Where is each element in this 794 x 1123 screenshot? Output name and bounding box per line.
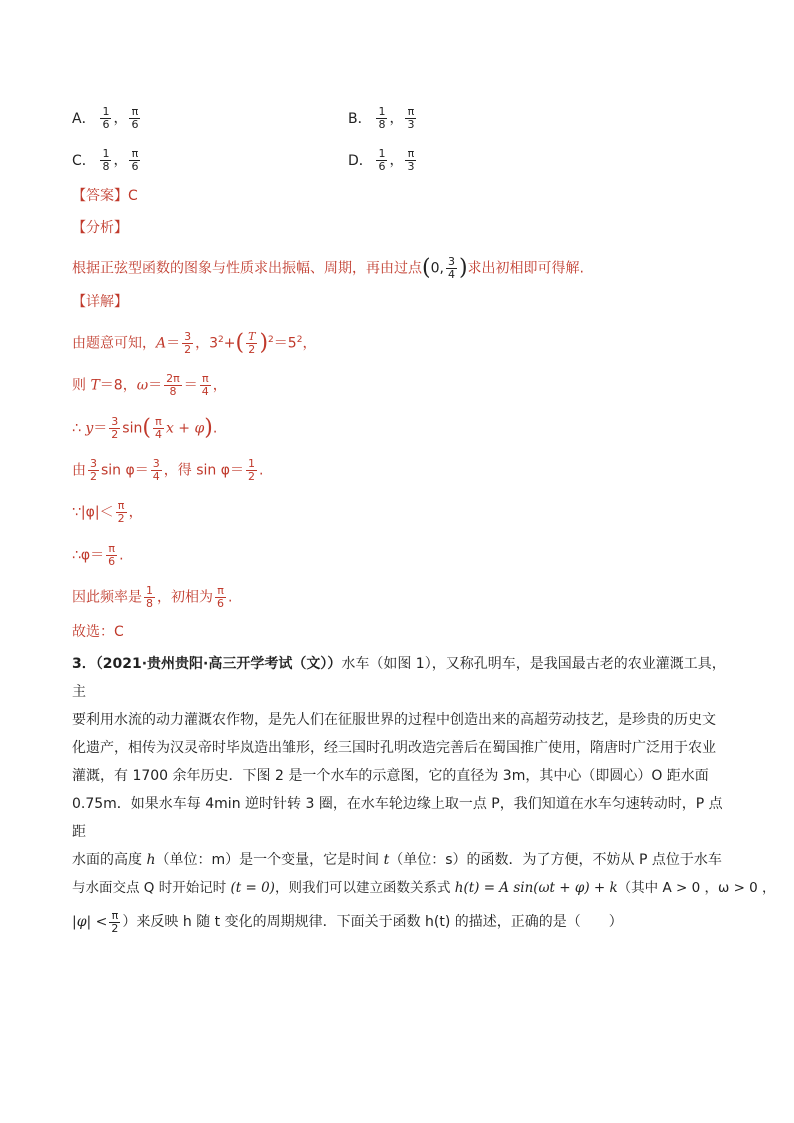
- question-3-line-5: 0.75m．如果水车每 4min 逆时针转 3 圈，在水车轮边缘上取一点 P，我们知道在水车匀速转动时，P 点距: [72, 796, 723, 840]
- option-c-frac2: $\frac{\pi}{6}$: [131, 147, 139, 173]
- answer-value: C: [128, 188, 138, 204]
- option-d: D． $\frac{1}{6}$ ， $\frac{\pi}{3}$: [348, 147, 415, 173]
- option-d-label: D．: [348, 152, 373, 169]
- analysis-label: 【分析】: [72, 220, 128, 236]
- option-b-frac2: $\frac{\pi}{3}$: [407, 105, 415, 131]
- option-c: C． $\frac{1}{8}$ ， $\frac{\pi}{6}$: [72, 147, 139, 173]
- detail-line-5: ∵|φ|＜ $\frac{\pi}{2}$ ，: [72, 499, 143, 525]
- option-b: B． $\frac{1}{8}$ ， $\frac{\pi}{3}$: [348, 105, 415, 131]
- question-3-line-1: 3．（2021·贵州贵阳·高三开学考试（文））水车（如图 1），又称孔明车，是我国最古老的农业灌溉工具，主: [72, 656, 726, 700]
- option-a-frac2: $\frac{\pi}{6}$: [131, 105, 139, 131]
- detail-line-8: 故选：C: [72, 624, 124, 640]
- option-c-label: C．: [72, 152, 96, 169]
- option-b-frac1: $\frac{1}{8}$: [378, 105, 386, 131]
- option-c-frac1: $\frac{1}{8}$: [102, 147, 110, 173]
- question-3-line-2: 要利用水流的动力灌溉农作物，是先人们在征服世界的过程中创造出来的高超劳动技艺，是珍贵的历史文: [72, 712, 716, 728]
- option-a: A． $\frac{1}{6}$ ， $\frac{\pi}{6}$: [72, 105, 139, 131]
- detail-line-2: 则 T＝8，ω＝ $\frac{2\pi}{8}$ ＝ $\frac{\pi}{4}$ ，: [72, 372, 227, 398]
- question-3: [72, 650, 776, 936]
- answer-line: [72, 186, 138, 206]
- option-a-frac1: $\frac{1}{6}$: [102, 105, 110, 131]
- analysis-text: 根据正弦型函数的图象与性质求出振幅、周期，再由过点(0, $\frac{3}{4}$ )求出初相即可得解.: [72, 255, 584, 281]
- detail-line-4: 由 $\frac{3}{2}$ sin φ＝ $\frac{3}{4}$ ，得 sin φ＝ $\frac{1}{2}$ .: [72, 457, 264, 483]
- question-3-line-8: |φ| < $\frac{\pi}{2}$ ）来反映 h 随 t 变化的周期规律．下面关于函数 h(t) 的描述，正确的是（ ）: [72, 908, 623, 935]
- detail-line-7: 因此频率是 $\frac{1}{8}$ ，初相为 $\frac{\pi}{6}$ .: [72, 584, 233, 610]
- question-3-line-3: 化遗产，相传为汉灵帝时毕岚造出雏形，经三国时孔明改造完善后在蜀国推广使用，隋唐时广泛用于农业: [72, 740, 716, 756]
- answer-label: 【答案】: [72, 188, 128, 204]
- detail-label: 【详解】: [72, 294, 128, 310]
- detail-line-3: ∴ y＝ $\frac{3}{2}$ sin( $\frac{\pi}{4}$ x + φ).: [72, 415, 218, 441]
- question-3-source: （2021·贵州贵阳·高三开学考试（文））: [95, 656, 342, 672]
- option-a-label: A．: [72, 110, 96, 127]
- question-3-line-6: 水面的高度 h（单位：m）是一个变量，它是时间 t（单位：s）的函数．为了方便，不妨从 P 点位于水车: [72, 852, 722, 868]
- option-d-frac2: $\frac{\pi}{3}$: [407, 147, 415, 173]
- question-3-line-7: 与水面交点 Q 时开始记时 (t = 0)，则我们可以建立函数关系式 h(t) = A sin(ωt + φ) + k（其中 A > 0 ，ω > 0 ，: [72, 880, 776, 896]
- detail-line-6: ∴φ＝ $\frac{\pi}{6}$ .: [72, 542, 124, 568]
- option-b-label: B．: [348, 110, 372, 127]
- question-3-line-4: 灌溉，有 1700 余年历史．下图 2 是一个水车的示意图，它的直径为 3m，其中心（即圆心）O 距水面: [72, 768, 709, 784]
- detail-line-1: 由题意可知，A＝ $\frac{3}{2}$ ，$3^2+$( $\frac{T}{2}$ )$^2=5^2$，: [72, 330, 317, 357]
- option-d-frac1: $\frac{1}{6}$: [378, 147, 386, 173]
